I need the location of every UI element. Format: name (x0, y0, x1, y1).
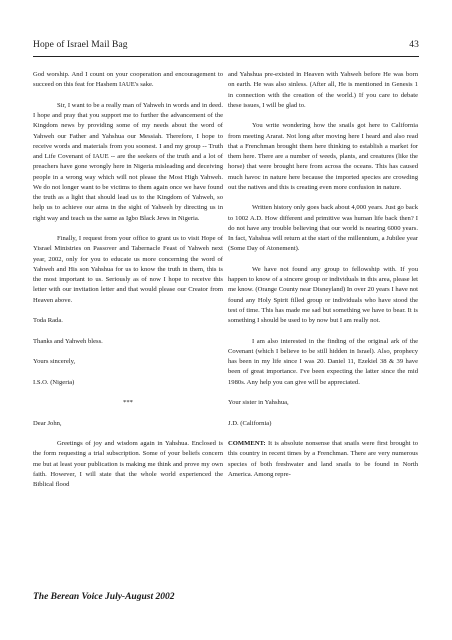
comment-paragraph (228, 439, 418, 480)
salutation: Dear John, (33, 419, 62, 427)
comment-label: COMMENT: (228, 440, 266, 447)
issue-date: July-August 2002 (102, 592, 175, 602)
paragraph: Sir, I want to be a really man of Yahweh in words and in deed. I hope and pray that you support me to further the advancement of the Kingdom news by providing some of my needs about the word of Yahweh our Father and Yahshua our Messiah. Therefore, I hope to receive words and materials from you soonest. I and my group -- Truth and Life Covenant of IAUE -- are the seekers of the truth and a lot of preachers have gone wrongly here in Nigeria misleading and deceiving people in a wrong way which will not please the Most High Yahweh. We do not longer want to be victims to them again once we have found the truth as a light that should lead us to the Kingdom of Yahweh, so help us to achieve our aims in the sight of Yahweh by directing us in right way and teach us the same as Igbo Black Jews in Nigeria. (33, 101, 223, 222)
left-column (33, 70, 223, 490)
signature: I.S.O. (Nigeria) (33, 378, 75, 386)
closing-line: Your sister in Yahshua, (228, 399, 289, 406)
paragraph: God worship. And I count on your cooperation and encouragement to succeed on this feat for Hashem IAUE's sake. (33, 71, 223, 89)
paragraph: We have not found any group to fellowship with. If you happen to know of a sincere group or individuals in this area, please let me know. (Orange County near Disneyland) In over 20 years I have not found any Holy Spirit filled group or individuals who have stood the test of time. This has made me sad but something we have to bear. It is something I should be used to by now but I am really not. (228, 265, 418, 324)
closing-line: Toda Rada. (33, 317, 63, 324)
page-footer (33, 592, 174, 602)
signature: J.D. (California) (228, 419, 272, 427)
paragraph: You write wondering how the snails got here to California from meeting Ararat. Not long after moving here I heard and also read that a Frenchman brought them here thinking to establish a market for them here. There are a number of weeds, plants, and creatures (like the horse) that were brought here from across the oceans. This has caused much havoc in nature here because the imported species are crowding out the natives and this is creating even more confusion in nature. (228, 122, 418, 191)
paragraph: Finally, I request from your office to grant us to visit Hope of Yisrael Ministries on Passover and Tabernacle Feast of Yahweh next year, 2002, only for you to educate us more concerning the word of Yahweh and His son Yahshua for us to know the truth in them, this is the most important to us. Seriously as of now I hope to receive this letter with our invitation letter and that would please our Creator from Heaven above. (33, 235, 223, 304)
header-rule (33, 56, 419, 57)
closing-line: Yours sincerely, (33, 358, 76, 365)
paragraph: and Yahshua pre-existed in Heaven with Yahweh before He was born on earth. He was also sinless. (After all, He is mentioned in Genesis 1 in connection with the creation of the world.) If you care to debate these issues, I will be glad to. (228, 71, 418, 109)
section-separator: *** (123, 399, 133, 406)
page-header (33, 40, 419, 50)
comment-text: It is absolute nonsense that snails were first brought to this country in recent times by a Frenchman. There are very numerous species of both freshwater and land snails to be found in North America. Among repre- (228, 440, 418, 478)
paragraph: I am also interested in the finding of the original ark of the Covenant (which I believe to be still hidden in Israel). Also, prophecy has been in my life since I was 20. Daniel 11, Ezekiel 38 & 39 have been of great importance. I've been expecting the latter since the mid 1980s. Any help you can give will be appreciated. (228, 337, 418, 386)
page-number: 43 (409, 40, 419, 50)
running-title: Hope of Israel Mail Bag (33, 40, 128, 50)
publication-name: The Berean Voice (33, 592, 103, 602)
closing-line: Thanks and Yahweh bless. (33, 337, 103, 345)
paragraph: Greetings of joy and wisdom again in Yahshua. Enclosed is the form requesting a trial subscription. Some of your beliefs concern me but at least your publication is making me think and prove my own faith. However, I will state that the whole world experienced the Biblical flood (33, 440, 223, 488)
right-column (228, 70, 418, 480)
paragraph: Written history only goes back about 4,000 years. Just go back to 1002 A.D. How different and primitive was human life back then? I do not have any trouble believing that our world is nearing 6000 years. In fact, Yahshua will return at the start of the millennium, a Jubilee year (Some Day of Atonement). (228, 204, 418, 253)
